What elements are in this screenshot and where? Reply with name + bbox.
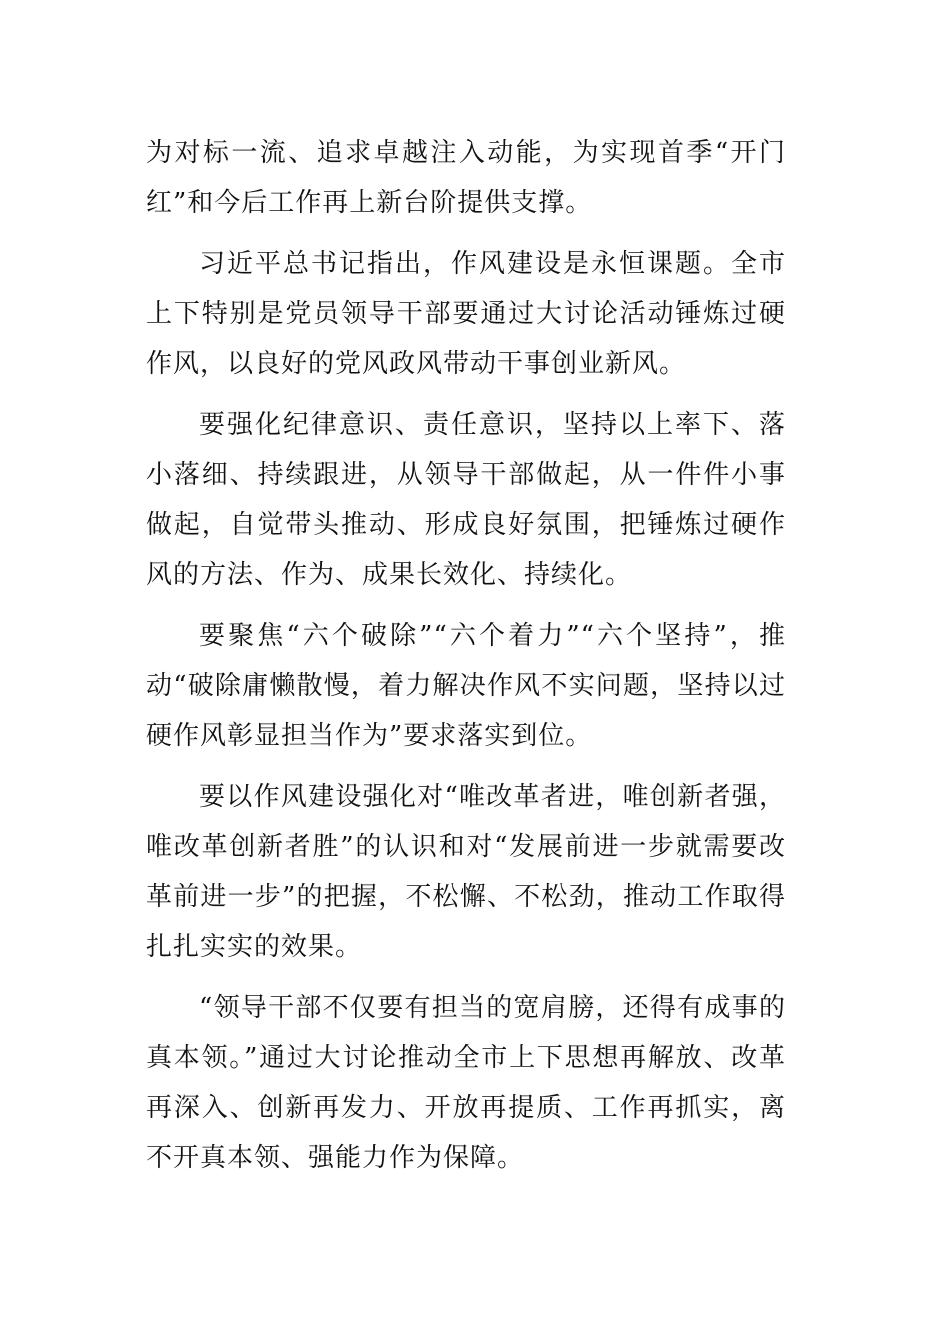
paragraph-continuation: 为对标一流、追求卓越注入动能，为实现首季“开门红”和今后工作再上新台阶提供支撑。 bbox=[146, 138, 786, 218]
paragraph-leadership-ability: “领导干部不仅要有担当的宽肩膀，还得有成事的真本领。”通过大讨论推动全市上下思想再解放、改革再深入、创新再发力、开放再提质、工作再抓实，离不开真本领、强能力作为保障。 bbox=[146, 993, 786, 1173]
paragraph-six-focuses: 要聚焦“六个破除”“六个着力”“六个坚持”，推动“破除庸懒散慢，着力解决作风不实问题，坚持以过硬作风彰显担当作为”要求落实到位。 bbox=[146, 621, 786, 751]
paragraph-work-style-quote: 习近平总书记指出，作风建设是永恒课题。全市上下特别是党员领导干部要通过大讨论活动锤炼过硬作风，以良好的党风政风带动干事创业新风。 bbox=[146, 249, 786, 379]
document-body bbox=[146, 128, 786, 1194]
paragraph-discipline: 要强化纪律意识、责任意识，坚持以上率下、落小落细、持续跟进，从领导干部做起，从一件件小事做起，自觉带头推动、形成良好氛围，把锤炼过硬作风的方法、作为、成果长效化、持续化。 bbox=[146, 410, 786, 590]
paragraph-reform-innovation: 要以作风建设强化对“唯改革者进，唯创新者强，唯改革创新者胜”的认识和对“发展前进一步就需要改革前进一步”的把握，不松懈、不松劲，推动工作取得扎扎实实的效果。 bbox=[146, 782, 786, 962]
